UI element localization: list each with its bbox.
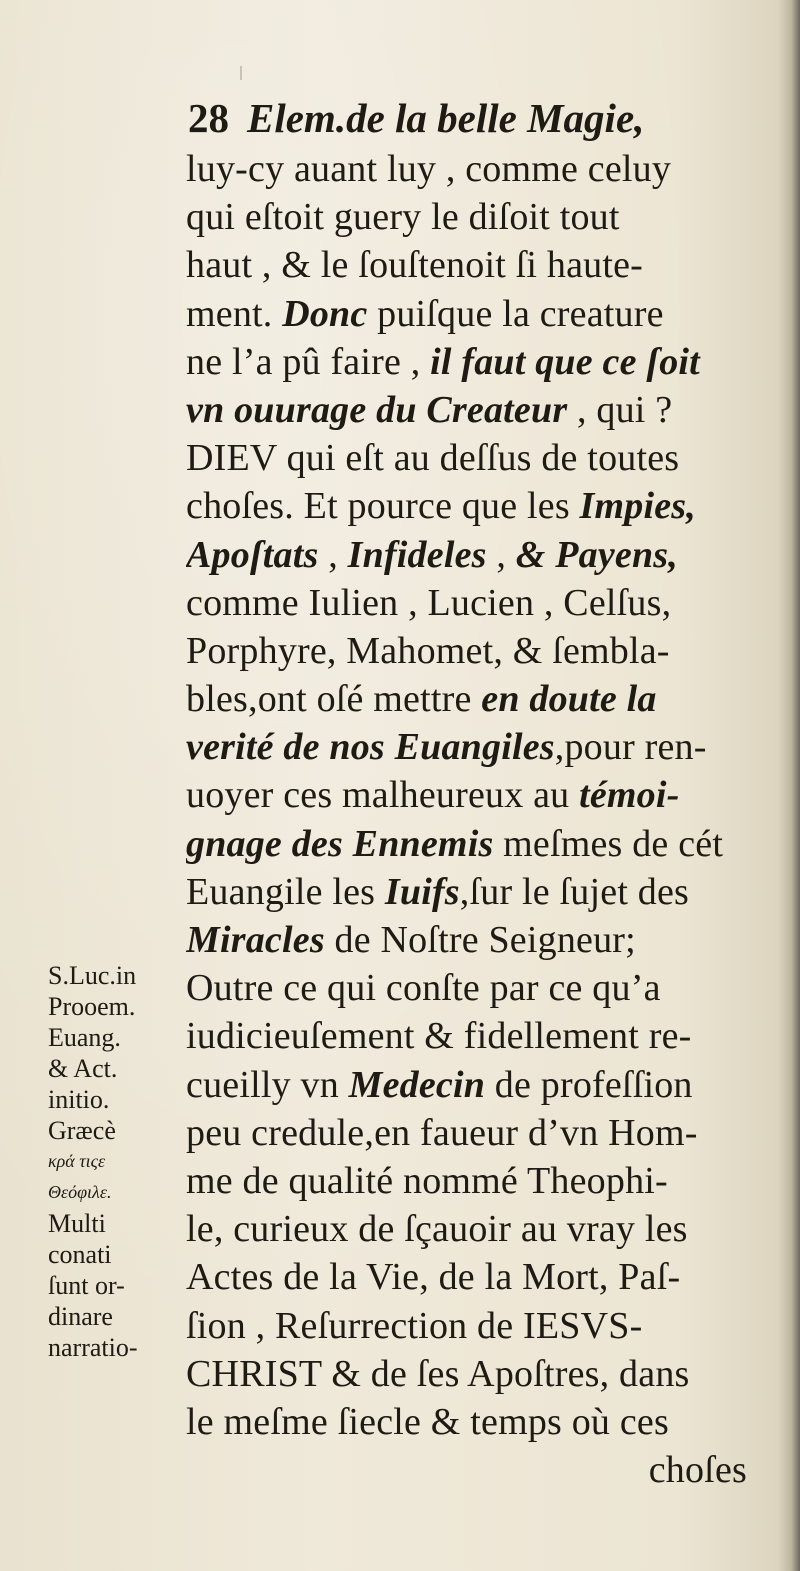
text-run: le meſme ſiecle & temps où ces [186,1400,669,1443]
italic-run: vn ouurage du Createur [186,388,568,431]
text-run: ſion , Reſurrection de IESVS- [186,1304,643,1347]
italic-run: gnage des Ennemis [186,822,494,865]
text-run: choſes [648,1449,747,1492]
margin-note-line: conati [48,1240,112,1269]
text-line [186,820,771,868]
italic-run: Miracles [186,919,325,961]
italic-run: & Payens, [515,533,678,576]
text-run: iudicieuſement & fidellement re- [186,1015,692,1058]
italic-run: Apoſtats [186,533,319,576]
text-run: luy-cy auant luy , comme celuy [186,148,672,190]
text-line [186,290,771,338]
text-line [186,1446,771,1494]
margin-note-line: initio. [48,1085,110,1114]
text-run: meſmes de cét [493,822,724,865]
text-run: ment. [186,292,283,335]
text-run: cueilly vn [186,1063,349,1106]
text-run: Euangile les [186,870,385,913]
margin-note-line: Multi [48,1209,106,1238]
text-line [186,1302,771,1350]
margin-note [48,960,188,1363]
main-text-block [186,145,771,1494]
italic-run: Impies, [579,485,696,528]
margin-note-line: S.Luc.in [48,961,137,990]
margin-note-line: Θεόφιλε. [48,1182,112,1202]
text-run: bles,ont oſé mettre [186,678,482,721]
text-line [186,1398,771,1446]
text-run: comme Iulien , Lucien , Celſus, [186,581,672,624]
page-gutter-shadow [778,0,800,1571]
text-line [186,675,771,723]
text-run: choſes. Et pource que les [186,485,580,528]
text-line [186,1350,771,1398]
text-run: de Noſtre Seigneur; [324,919,636,961]
text-line [186,868,771,916]
text-line [186,771,771,819]
italic-run: Donc [282,292,368,335]
margin-note-line: κρά τιςε [48,1151,106,1171]
text-run: Porphyre, Mahomet, & ſembla- [186,629,670,672]
margin-note-line: ſunt or- [48,1271,125,1300]
text-line [186,1061,771,1109]
text-run: CHRIST & de ſes Apoſtres, dans [186,1352,690,1395]
italic-run: Infideles [347,533,487,576]
text-run: Actes de la Vie, de la Mort, Paſ- [186,1256,681,1299]
text-line [186,241,771,289]
text-line [186,482,771,530]
text-line [186,1253,771,1301]
text-run: , [486,533,516,576]
margin-note-line: & Act. [48,1054,118,1083]
page-number: 28 [188,95,229,141]
text-run: , qui ? [567,388,673,431]
margin-note-line: Græcè [48,1116,116,1145]
margin-note-line: Prooem. [48,992,136,1021]
text-line [186,1109,771,1157]
text-line [186,916,771,964]
text-line [186,964,771,1012]
text-line [186,1012,771,1060]
text-run: DIEV qui eſt au deſſus de toutes [186,437,680,480]
italic-run: il faut que ce ſoit [430,340,700,383]
text-line [186,531,771,579]
running-title: Elem.de la belle Magie, [247,95,645,141]
text-run: qui eſtoit guery le diſoit tout [186,196,620,239]
margin-note-line: narratio- [48,1333,138,1362]
margin-note-line: dinare [48,1302,113,1331]
text-line [186,145,771,193]
italic-run: Iuifs [384,870,460,913]
text-run: ne l’a pû faire , [186,340,431,383]
running-header [188,92,788,144]
italic-run: témoi- [579,774,680,817]
text-run: peu credule,en faueur d’vn Hom- [186,1111,698,1154]
text-run: me de qualité nommé Theophi- [186,1159,668,1202]
italic-run: verité de nos Euangiles [186,726,555,769]
text-run: ,pour ren- [554,726,707,769]
text-run: uoyer ces malheureux au [186,774,580,817]
text-run: , [318,533,348,576]
text-run: puiſque la creature [367,292,664,335]
text-line [186,579,771,627]
italic-run: Medecin [348,1063,486,1106]
text-line [186,627,771,675]
text-line [186,434,771,482]
text-line [186,386,771,434]
paper-mark [240,66,242,80]
text-line [186,338,771,386]
text-line [186,1205,771,1253]
text-run: le, curieux de ſçauoir au vray les [186,1208,688,1251]
text-run: haut , & le ſouſtenoit ſi haute- [186,244,644,287]
text-line [186,723,771,771]
text-line [186,1157,771,1205]
text-run: Outre ce qui conſte par ce qu’a [186,967,661,1010]
text-run: de profeſſion [485,1063,693,1106]
margin-note-line: Euang. [48,1023,121,1052]
text-run: ,ſur le ſujet des [459,870,690,913]
italic-run: en doute la [481,678,657,721]
text-line [186,193,771,241]
